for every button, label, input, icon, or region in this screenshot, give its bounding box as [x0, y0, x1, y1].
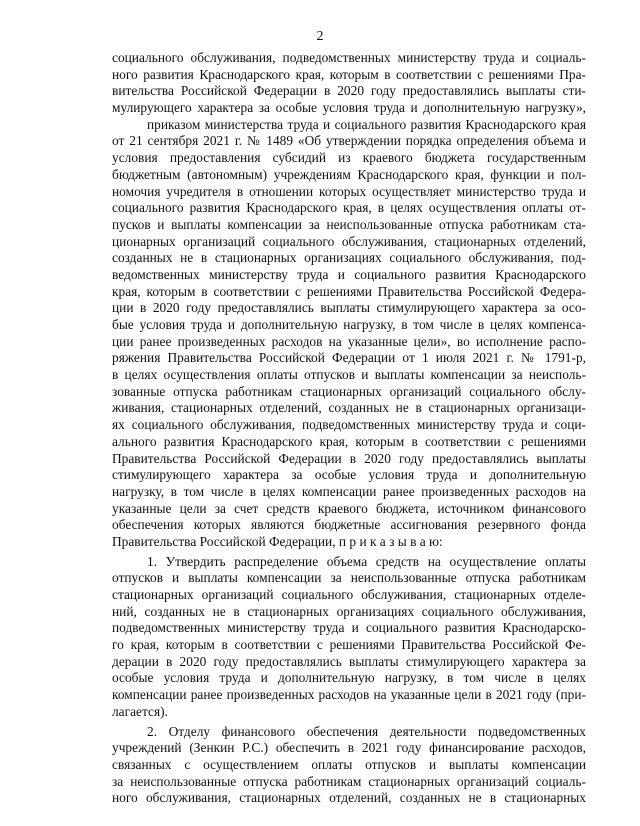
text-line: ний, созданных не в стационарных организациях социального обслуживания,: [112, 603, 586, 619]
text-line: бые условия труда и дополнительную нагрузку, в том числе в целях компенса-: [112, 317, 586, 332]
text-line: социального развития Краснодарского края, в целях осуществления оплаты от-: [112, 200, 586, 216]
text-line: дерации в 2020 году предоставлялись выплаты стимулирующего характера за: [112, 653, 586, 669]
text-line: от 21 сентября 2021 г. № 1489 «Об утверждении порядка определения объема и: [112, 133, 586, 149]
text-line: ционарных организаций социального обслуживания, стационарных отделений,: [112, 233, 586, 249]
text-line: созданных не в стационарных организациях социального обслуживания, под-: [112, 250, 586, 266]
text-line: ях социального обслуживания, подведомственных министерству труда и соци-: [112, 417, 586, 433]
text-line: ального развития Краснодарского края, которым в соответствии с решениями: [112, 433, 586, 449]
text-line: мулирующего характера за особые условия труда и дополнительную нагрузку»,: [112, 100, 586, 116]
text-line: вительства Российской Федерации в 2020 году предоставлялись выплаты сти-: [112, 83, 586, 99]
text-line: обеспечения которых являются бюджетные ассигнования резервного фонда: [112, 517, 586, 533]
text-line: компенсации ранее произведенных расходов на указанные цели в 2021 году (при-: [112, 687, 586, 703]
text-line: края, которым в соответствии с решениями Правительства Российской Федера-: [112, 283, 586, 299]
text-line: 2. Отделу финансового обеспечения деятельности подведомственных: [147, 723, 586, 739]
text-line: отпусков и выплаты компенсации за неиспользованные отпуска работникам: [112, 570, 586, 586]
text-line: зованные отпуска работникам стационарных организаций социального обслу-: [112, 383, 586, 399]
text-line: ного развития Краснодарского края, которым в соответствии с решениями Пра-: [112, 66, 586, 82]
text-line: приказом министерства труда и социального развития Краснодарского края: [147, 116, 586, 132]
text-line: го края, которым в соответствии с решениями Правительства Российской Фе-: [112, 637, 586, 653]
text-line: ведомственных министерству труда и социального развития Краснодарского: [112, 266, 586, 282]
text-line: связанных с осуществлением оплаты отпусков и выплаты компенсации: [112, 756, 586, 772]
text-line: Правительства Российской Федерации в 2020 году предоставлялись выплаты: [112, 450, 586, 466]
text-line: указанные цели за счет средств краевого бюджета, источником финансового: [112, 500, 586, 516]
text-line: ции в 2020 году предоставлялись выплаты стимулирующего характера за осо-: [112, 300, 586, 316]
text-line: подведомственных министерству труда и социального развития Краснодарско-: [112, 620, 586, 636]
text-line: стационарных организаций социального обслуживания, стационарных отделе-: [112, 587, 586, 602]
text-line: учреждений (Зенкин Р.С.) обеспечить в 2021 году финансирование расходов,: [112, 740, 586, 756]
text-line: бюджетным (автономным) учреждениям Краснодарского края, функции и пол-: [112, 166, 586, 182]
text-line: пусков и выплаты компенсации за неиспользованные отпуска работникам ста-: [112, 216, 586, 232]
text-line: ряжения Правительства Российской Федерации от 1 июля 2021 г. № 1791-р,: [112, 350, 586, 366]
text-line: за неиспользованные отпуска работникам стационарных организаций социаль-: [112, 773, 586, 789]
page-number: 2: [316, 29, 324, 44]
text-line: в целях осуществления оплаты отпусков и выплаты компенсации за неисполь-: [112, 367, 586, 383]
text-line: Правительства Российской Федерации, п р и к а з ы в а ю:: [112, 533, 443, 549]
document-body: [112, 50, 586, 807]
text-line: ции ранее произведенных расходов на указанные цели», во исполнение распо-: [112, 333, 586, 349]
text-line: нагрузку, в том числе в целях компенсации ранее произведенных расходов на: [112, 483, 586, 499]
text-line: условия предоставления субсидий из краевого бюджета государственным: [112, 150, 586, 166]
text-line: живания, стационарных отделений, созданных не в стационарных организаци-: [112, 400, 586, 416]
text-line: 1. Утвердить распределение объема средств на осуществление оплаты: [147, 553, 586, 569]
text-line: стимулирующего характера за особые условия труда и дополнительную: [112, 467, 586, 483]
text-line: социального обслуживания, подведомственных министерству труда и социаль-: [112, 50, 586, 65]
text-line: номочия учредителя в отношении которых осуществляет министерство труда и: [112, 183, 586, 199]
text-line: лагается).: [112, 703, 168, 719]
text-line: особые условия труда и дополнительную нагрузку, в том числе в целях: [112, 670, 586, 686]
text-line: ного обслуживания, стационарных отделений, созданных не в стационарных: [112, 790, 586, 806]
